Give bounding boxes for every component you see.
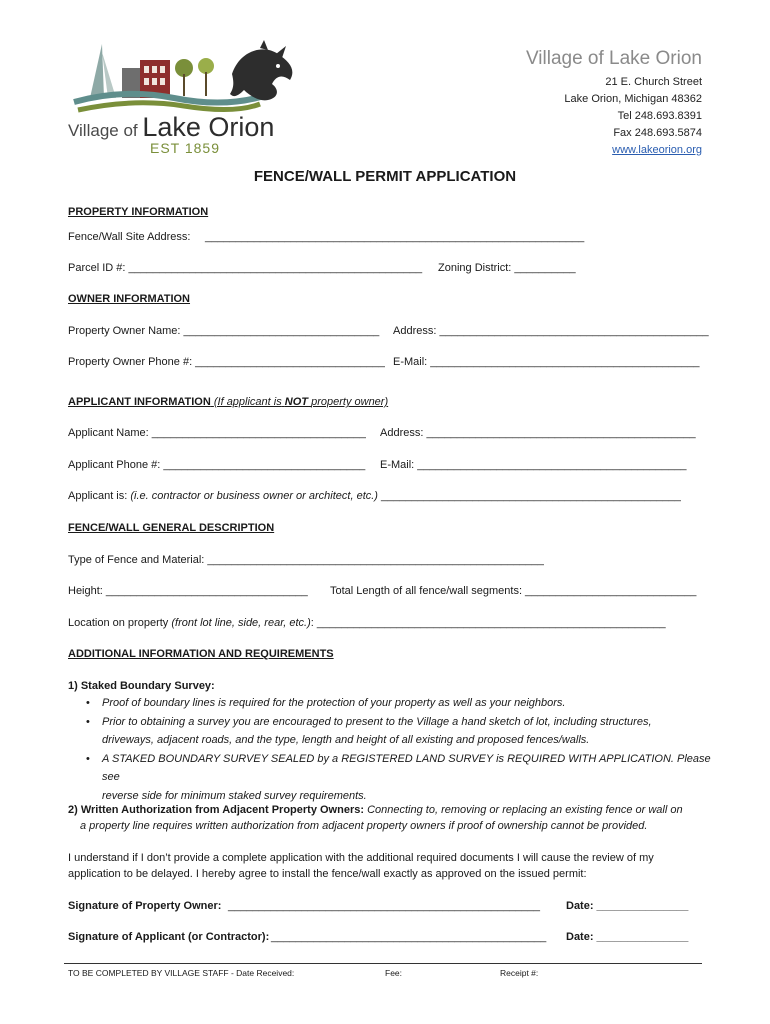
survey-bullet-3 [68, 750, 718, 806]
street-address: 21 E. Church Street [605, 76, 702, 88]
page-title: FENCE/WALL PERMIT APPLICATION [253, 168, 517, 185]
authorization-text-b: a property line requires written authorization from adjacent property owners if proof of ownership cannot be provided. [80, 820, 648, 832]
owner-signature-field[interactable]: ___________________________________________________ [228, 900, 541, 912]
city-address: Lake Orion, Michigan 48362 [564, 93, 702, 105]
agreement-text-b: application to be delayed. I hereby agree to install the fence/wall exactly as approved on the issued permit: [68, 868, 587, 880]
authorization-text-a: Connecting to, removing or replacing an existing fence or wall on [367, 804, 683, 816]
fence-description-heading: FENCE/WALL GENERAL DESCRIPTION [68, 522, 275, 534]
fence-height-field[interactable]: Height: _________________________________ [68, 585, 308, 597]
applicant-address-field[interactable]: Address: ____________________________________________ [380, 427, 696, 439]
applicant-name-field[interactable]: Applicant Name: ___________________________________ [68, 427, 366, 439]
fence-location-label: Location on property [68, 617, 169, 629]
applicant-is-blank[interactable]: _________________________________________________ [381, 490, 681, 502]
applicant-is-row[interactable] [68, 490, 681, 502]
applicant-is-label: Applicant is: [68, 490, 128, 502]
survey-bullet-3a: A STAKED BOUNDARY SURVEY SEALED by a REGISTERED LAND SURVEY is REQUIRED WITH APPLICATION. Please see [102, 752, 711, 783]
site-address-label: Fence/Wall Site Address: [68, 231, 191, 243]
telephone: Tel 248.693.8391 [617, 110, 702, 122]
additional-info-heading: ADDITIONAL INFORMATION AND REQUIREMENTS [68, 648, 334, 660]
applicant-email-field[interactable]: E-Mail: ____________________________________________ [380, 459, 687, 471]
owner-phone-field[interactable]: Property Owner Phone #: _______________________________ [68, 356, 385, 368]
owner-info-heading: OWNER INFORMATION [68, 293, 191, 305]
applicant-signature-label: Signature of Applicant (or Contractor): [68, 931, 270, 943]
staff-receipt: Receipt #: [500, 968, 539, 978]
survey-bullet-2b: driveways, adjacent roads, and the type, length and height of all existing and proposed fences/walls. [102, 734, 590, 746]
village-name: Village of Lake Orion [525, 48, 702, 69]
site-address-field[interactable]: ______________________________________________________________ [205, 231, 585, 243]
fence-location-hint: (front lot line, side, rear, etc.) [171, 617, 311, 629]
header-contact [526, 46, 702, 159]
logo-est: EST 1859 [150, 140, 221, 156]
logo-text-big: Lake Orion [142, 112, 275, 142]
applicant-heading-post: property owner) [311, 396, 389, 408]
logo-text: Village of [68, 121, 138, 140]
survey-bullet-2 [68, 713, 718, 750]
survey-bullet-2a: Prior to obtaining a survey you are encouraged to present to the Village a hand sketch of lot, including structures, [102, 715, 652, 728]
survey-bullet-1: • Proof of boundary lines is required for the protection of your property as well as your neighbors. [68, 694, 718, 713]
applicant-heading-main: APPLICANT INFORMATION [68, 396, 211, 408]
survey-bullet-3b: reverse side for minimum staked survey requirements. [102, 789, 367, 802]
fax: Fax 248.693.5874 [613, 127, 702, 139]
authorization-row-1 [68, 804, 683, 816]
fence-location-row[interactable] [68, 617, 666, 629]
applicant-is-hint: (i.e. contractor or business owner or architect, etc.) [130, 490, 378, 502]
fence-type-field[interactable]: Type of Fence and Material: _______________________________________________________ [68, 554, 544, 566]
parcel-id-field[interactable]: Parcel ID #: ________________________________________________ [68, 262, 423, 274]
applicant-signature-field[interactable]: _____________________________________________ [271, 931, 547, 943]
survey-heading: 1) Staked Boundary Survey: [68, 680, 215, 692]
fence-total-length-field[interactable]: Total Length of all fence/wall segments: ____________________________ [330, 585, 697, 597]
footer-divider [64, 963, 702, 964]
owner-email-field[interactable]: E-Mail: ____________________________________________ [393, 356, 700, 368]
owner-signature-label: Signature of Property Owner: [68, 900, 222, 912]
staff-date-received: TO BE COMPLETED BY VILLAGE STAFF - Date Received: [68, 968, 295, 978]
staff-fee: Fee: [385, 968, 403, 978]
property-info-heading: PROPERTY INFORMATION [68, 206, 209, 218]
owner-address-field[interactable]: Address: ____________________________________________ [393, 325, 709, 337]
applicant-phone-field[interactable]: Applicant Phone #: _________________________________ [68, 459, 366, 471]
authorization-heading: 2) Written Authorization from Adjacent Property Owners: [68, 804, 365, 816]
applicant-heading-pre: (If applicant is [213, 396, 282, 408]
applicant-heading-not: NOT [284, 396, 309, 408]
zoning-district-field[interactable]: Zoning District: __________ [438, 262, 576, 274]
applicant-date-field[interactable]: Date: _______________ [566, 931, 689, 943]
fence-location-blank[interactable]: : _________________________________________________________ [310, 617, 666, 629]
website-link[interactable]: www.lakeorion.org [612, 144, 702, 156]
survey-bullet-list [68, 694, 718, 805]
agreement-text-a: I understand if I don’t provide a complete application with the additional required documents I will cause the review of my [68, 852, 654, 864]
applicant-info-heading [68, 396, 388, 408]
village-logo [64, 40, 304, 158]
owner-name-field[interactable]: Property Owner Name: ________________________________ [68, 325, 380, 337]
owner-date-field[interactable]: Date: _______________ [566, 900, 689, 912]
